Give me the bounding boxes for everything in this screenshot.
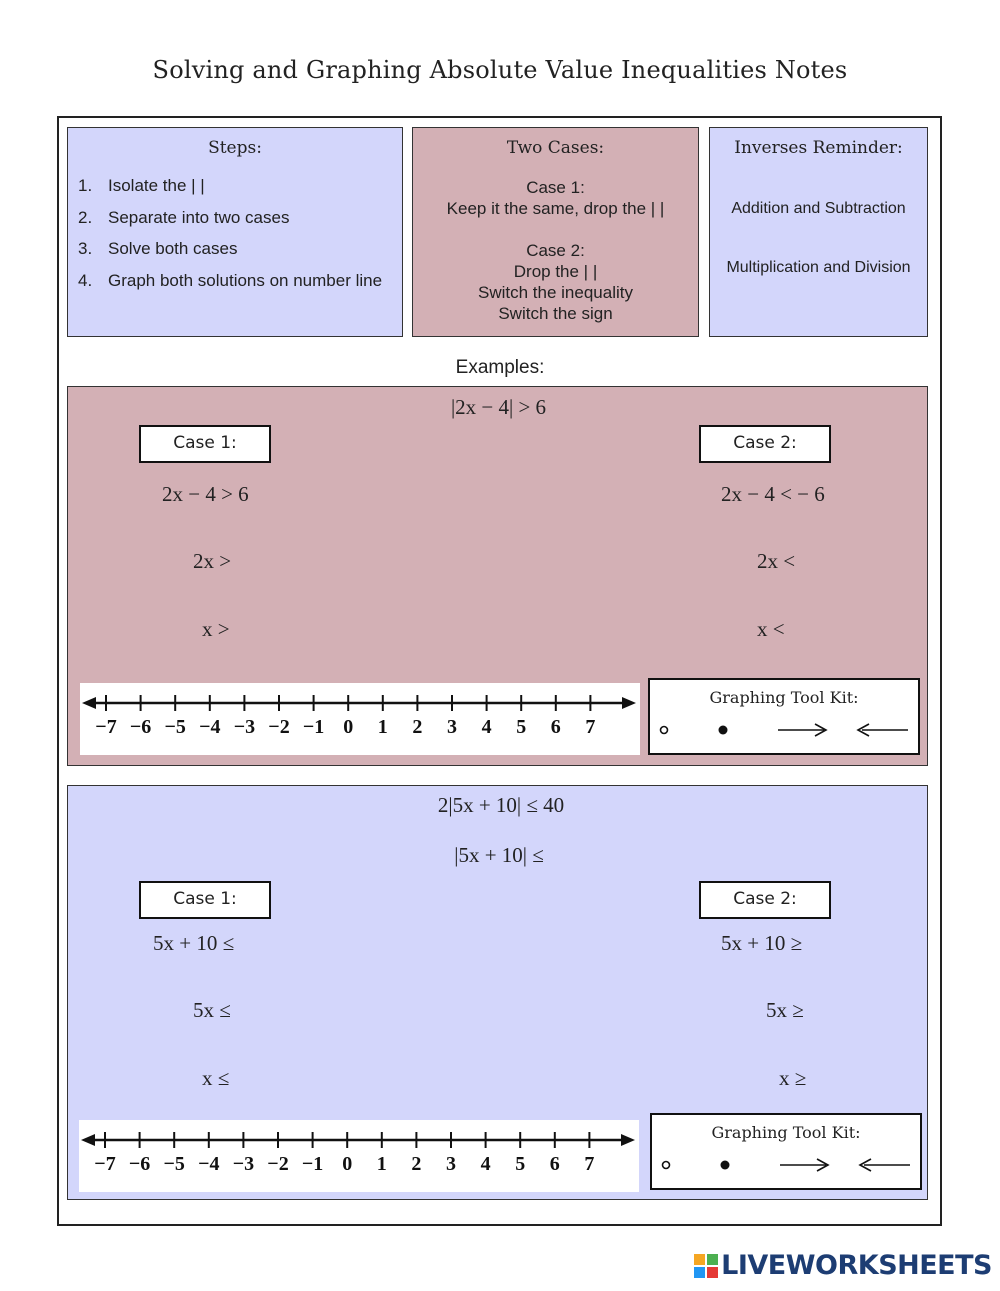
right-arrow-icon[interactable] [780,1159,828,1171]
number-line-tick-label: 2 [411,1153,422,1175]
case1-rule: Keep it the same, drop the | | [446,199,665,218]
example2-case1-step: x ≤ [202,1066,230,1090]
case2-rule-line: Switch the sign [498,304,613,323]
number-line-tick-label: −3 [232,1153,255,1175]
number-line[interactable] [79,1120,639,1192]
step-item: 3. Solve both cases [78,239,238,258]
example2-case1-label: Case 1: [139,881,271,919]
number-line-tick-label: −2 [268,716,290,738]
case2-rule-line: Drop the | | [513,262,598,281]
left-arrow-icon[interactable] [860,1159,910,1171]
number-line-tick-label: 2 [412,716,423,738]
number-line-tick-label: −6 [128,1153,151,1175]
toolkit-title: Graphing Tool Kit: [709,688,859,707]
number-line-right-arrowhead [621,1134,635,1146]
example2-case1-step: 5x ≤ [193,998,231,1022]
number-line-tick-label: −1 [302,716,325,738]
number-line-tick-label: 0 [342,1153,353,1175]
liveworksheets-icon [694,1254,718,1278]
example1-case2-step: 2x − 4 < − 6 [721,482,825,506]
number-line-tick-label: 4 [481,716,492,738]
toolkit-title: Graphing Tool Kit: [711,1123,861,1142]
example2-problem-step: |5x + 10| ≤ [454,843,544,867]
example1-case1-step: x > [202,617,230,641]
number-line-tick-label: 6 [549,1153,560,1175]
brand-name: LIVEWORKSHEETS [721,1250,992,1281]
number-line-tick-label: −6 [129,716,152,738]
graphing-toolkit [650,1113,922,1190]
case2-rule-line: Switch the inequality [478,283,633,302]
example2-case2-step: 5x ≥ [766,998,804,1022]
open-circle-icon[interactable] [661,727,668,734]
example2-case2-step: 5x + 10 ≥ [721,931,803,955]
inverse-pair: Multiplication and Division [726,259,911,276]
number-line-tick-label: −5 [163,1153,185,1175]
example2-case2-step: x ≥ [779,1066,807,1090]
case2-label: Case 2: [526,241,585,260]
open-circle-icon[interactable] [663,1162,670,1169]
example1-case2-step: x < [757,617,785,641]
step-item: 4. Graph both solutions on number line [78,270,383,290]
example1-panel [67,386,928,766]
number-line-left-arrowhead [81,1134,95,1146]
number-line-graph[interactable] [79,1120,639,1192]
example1-case1-label: Case 1: [139,425,271,463]
number-line-tick-label: 4 [480,1153,491,1175]
inverse-pair: Addition and Subtraction [731,200,906,217]
graphing-toolkit [648,678,920,755]
right-arrow-icon[interactable] [778,724,826,736]
number-line-tick-label: 5 [515,1153,526,1175]
number-line-left-arrowhead [82,697,96,709]
closed-circle-icon[interactable] [719,726,728,735]
step-item: 2. Separate into two cases [78,207,290,227]
number-line-tick-label: 0 [343,716,354,738]
number-line[interactable] [80,683,640,755]
examples-label: Examples: [455,357,545,378]
example2-case2-label: Case 2: [699,881,831,919]
steps-list [68,170,402,296]
inverses-box [709,127,928,337]
number-line-graph[interactable] [80,683,640,755]
example1-case1-step: 2x − 4 > 6 [162,482,249,506]
left-arrow-icon[interactable] [858,724,908,736]
closed-circle-icon[interactable] [721,1161,730,1170]
two-cases-heading: Two Cases: [506,138,605,158]
example2-problem: 2|5x + 10| ≤ 40 [437,793,565,817]
inverses-heading: Inverses Reminder: [734,138,903,158]
number-line-tick-label: 1 [376,1153,387,1175]
example1-case2-step: 2x < [757,549,796,573]
number-line-tick-label: 1 [377,716,388,738]
number-line-tick-label: 5 [516,716,527,738]
number-line-tick-label: −2 [267,1153,289,1175]
number-line-tick-label: −7 [94,1153,116,1175]
number-line-tick-label: 7 [584,1153,595,1175]
example1-case1-step: 2x > [193,549,232,573]
number-line-tick-label: 7 [585,716,596,738]
number-line-tick-label: −1 [301,1153,324,1175]
two-cases-box [412,127,699,337]
page-title: Solving and Graphing Absolute Value Inequalities Notes [152,56,848,84]
step-item: 1. Isolate the | | [78,176,205,195]
number-line-tick-label: −7 [95,716,117,738]
number-line-tick-label: 6 [550,716,561,738]
example1-problem: |2x − 4| > 6 [450,395,547,419]
number-line-tick-label: −4 [199,716,221,738]
steps-heading: Steps: [208,138,262,158]
number-line-tick-label: −3 [233,716,256,738]
number-line-tick-label: −4 [198,1153,220,1175]
number-line-right-arrowhead [622,697,636,709]
example1-case2-label: Case 2: [699,425,831,463]
case1-label: Case 1: [526,178,585,197]
example2-panel [67,785,928,1200]
number-line-tick-label: 3 [446,1153,456,1175]
liveworksheets-logo[interactable] [694,1250,992,1281]
number-line-tick-label: −5 [164,716,186,738]
steps-box [67,127,403,337]
number-line-tick-label: 3 [447,716,457,738]
example2-case1-step: 5x + 10 ≤ [153,931,235,955]
